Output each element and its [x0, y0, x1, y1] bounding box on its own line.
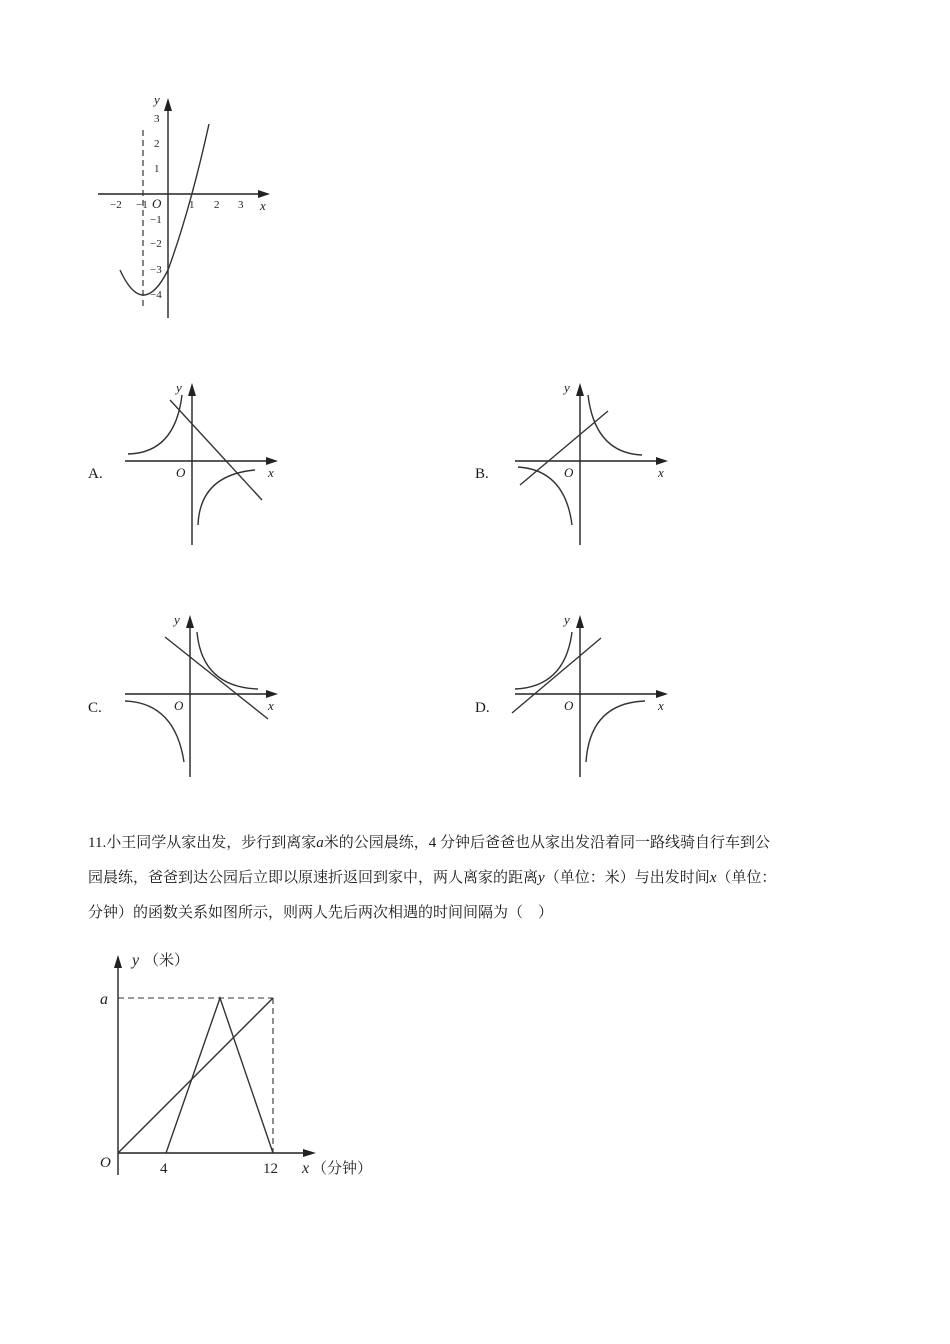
problem-11: [88, 826, 868, 931]
option-a-graph[interactable]: [120, 375, 290, 550]
a-label: a: [100, 991, 108, 1008]
y-tick-label: −3: [150, 264, 162, 276]
x-axis-arrow: [656, 457, 668, 465]
father-line: [166, 998, 273, 1153]
hyperbola-branch-lower-right: [198, 470, 255, 525]
x-label: x: [260, 198, 266, 213]
y-axis-arrow: [164, 98, 172, 111]
origin-label: O: [564, 698, 574, 713]
x-axis-arrow: [303, 1149, 316, 1157]
x-label: x: [658, 698, 664, 713]
y-tick-label: −4: [150, 289, 162, 301]
y-axis-arrow: [188, 383, 196, 396]
text-segment: 分钟）的函数关系如图所示，则两人先后两次相遇的时间间隔为（ ）: [88, 905, 554, 921]
y-label: y: [564, 380, 570, 395]
y-label: y: [564, 612, 570, 627]
x-label: x: [302, 1160, 310, 1177]
x-tick-label: 3: [238, 199, 244, 211]
text-segment: 小王同学从家出发，步行到离家: [106, 835, 317, 851]
variable-y: y: [538, 870, 545, 886]
problem-line-3: [88, 896, 868, 931]
hyperbola-branch-upper-right: [197, 632, 258, 689]
option-d-label[interactable]: D.: [475, 700, 490, 716]
line: [512, 638, 601, 713]
x-unit: （分钟）: [312, 1161, 373, 1177]
origin-label: O: [100, 1155, 111, 1171]
option-a-label[interactable]: A.: [88, 466, 103, 482]
distance-time-graph: [90, 945, 390, 1185]
variable-a: a: [316, 835, 324, 851]
y-tick-label: −1: [150, 214, 162, 226]
y-unit: （米）: [144, 953, 190, 969]
y-tick-label: −2: [150, 238, 162, 250]
text-segment: 米的公园晨练，4 分钟后爸爸也从家出发沿着同一路线骑自行车到公: [323, 835, 770, 851]
y-label: y: [132, 952, 140, 969]
text-segment: （单位：米）与出发时间: [544, 870, 710, 886]
origin-label: O: [176, 465, 186, 480]
text-segment: 园晨练，爸爸到达公园后立即以原速折返回到家中，两人离家的距离: [88, 870, 539, 886]
origin-label: O: [174, 698, 184, 713]
x-label: x: [658, 465, 664, 480]
option-c-label[interactable]: C.: [88, 700, 102, 716]
x-tick-label: 1: [189, 199, 195, 211]
x-tick-12: 12: [263, 1161, 278, 1177]
x-axis-arrow: [656, 690, 668, 698]
x-axis-arrow: [266, 690, 278, 698]
line: [170, 400, 262, 500]
y-tick-label: 2: [154, 138, 160, 150]
x-label: x: [268, 698, 274, 713]
y-axis-arrow: [576, 615, 584, 628]
x-tick-4: 4: [160, 1161, 168, 1177]
option-b-graph[interactable]: [510, 375, 680, 550]
x-axis-arrow: [258, 190, 270, 198]
y-axis-arrow: [576, 383, 584, 396]
hyperbola-branch-upper-left: [515, 632, 572, 689]
y-label: y: [176, 380, 182, 395]
option-d-graph[interactable]: [510, 607, 680, 782]
variable-x: x: [709, 870, 717, 886]
x-tick-label: 2: [214, 199, 220, 211]
problem-line-1: [88, 826, 868, 861]
y-axis-arrow: [114, 955, 122, 968]
y-tick-label: 3: [154, 113, 160, 125]
hyperbola-branch-upper-right: [588, 395, 642, 455]
hyperbola-branch-lower-right: [586, 701, 645, 762]
parabola-graph: [90, 90, 290, 330]
origin-label: O: [564, 465, 574, 480]
option-b-label[interactable]: B.: [475, 466, 489, 482]
x-tick-label: −1: [136, 199, 148, 211]
xiaowang-line: [118, 998, 273, 1153]
parabola-curve: [120, 124, 209, 295]
x-tick-label: −2: [110, 199, 122, 211]
problem-number: 11.: [88, 835, 107, 851]
x-axis-arrow: [266, 457, 278, 465]
y-label: y: [154, 92, 160, 107]
x-label: x: [268, 465, 274, 480]
y-label: y: [174, 612, 180, 627]
origin-label: O: [152, 196, 162, 211]
y-axis-arrow: [186, 615, 194, 628]
option-c-graph[interactable]: [120, 607, 290, 782]
problem-line-2: [88, 861, 868, 896]
y-tick-label: 1: [154, 163, 160, 175]
text-segment: （单位：: [716, 870, 777, 886]
